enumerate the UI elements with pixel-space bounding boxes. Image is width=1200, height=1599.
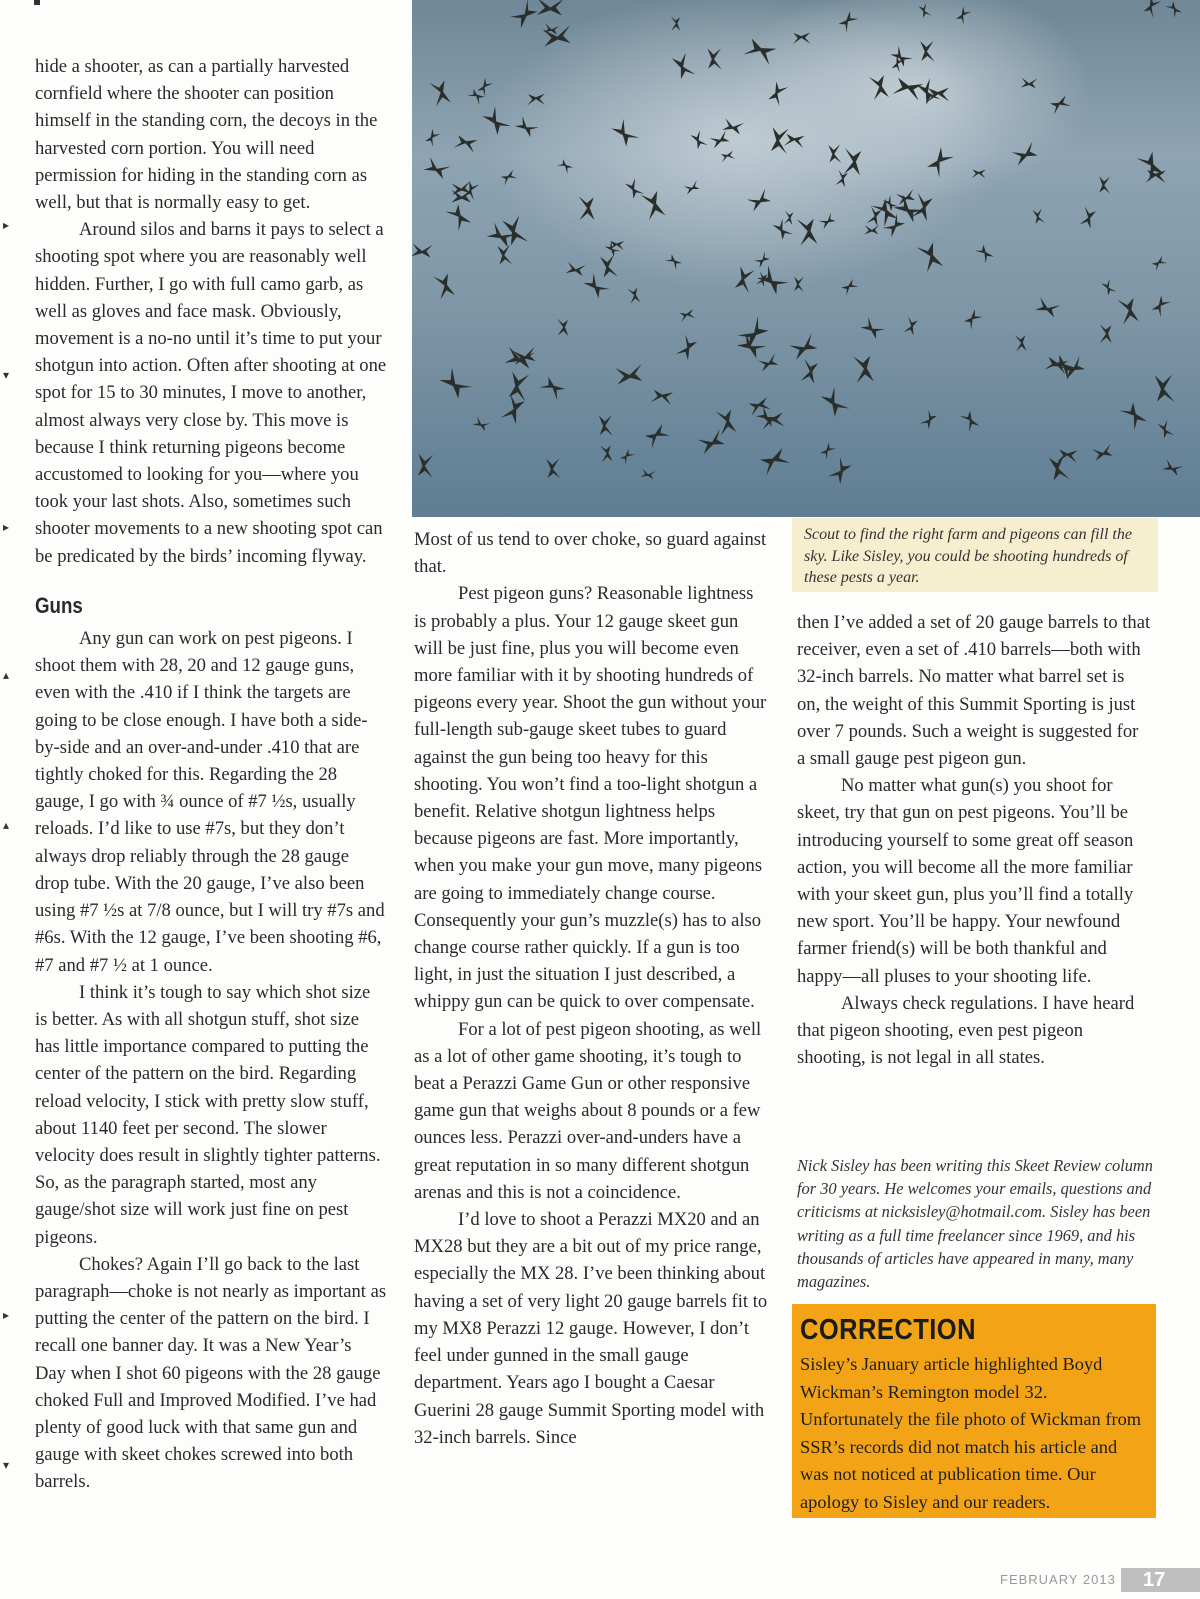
pigeon-icon: [736, 315, 770, 349]
pigeon-icon: [501, 393, 526, 424]
author-bio: Nick Sisley has been writing this Skeet Review column for 30 years. He welcomes your emails, questions and criticisms at nicksisley@hotmail.com. Sisley has been writing as a full time freelancer since 1969, and his thousands of articles have appeared in many, many magazines.: [797, 1156, 1153, 1292]
pigeon-icon: [827, 456, 852, 485]
pigeon-icon: [412, 243, 433, 257]
correction-body: Sisley’s January article highlighted Boyd Wickman’s Remington model 32. Unfortunately the file photo of Wickman from SSR’s records did not match his article and was not noticed at publication time. Our apology to Sisley and our readers.: [800, 1354, 1142, 1512]
paragraph: Any gun can work on pest pigeons. I shoot them with 28, 20 and 12 gauge guns, even with the .410 if I think the targets are going to be close enough. I have both a side-by-side and an over-and-under .410 that are tightly choked for this. Regarding the 28 gauge, I go with ¾ ounce of #7 ½s, usually reloads. I’d like to use #7s, but they don’t always drop reliably through the 28 gauge drop tube. With the 20 gauge, I’ve also been using #7 ½s at 7/8 ounce, but I will try #7s and #6s. With the 12 gauge, I’ve been shooting #6, #7 and #7 ½ at 1 ounce.: [35, 628, 385, 976]
section-heading-guns: Guns: [35, 592, 83, 618]
pigeon-icon: [438, 366, 473, 400]
pigeon-icon: [1162, 459, 1183, 476]
correction-box: [792, 1304, 1156, 1518]
pigeon-icon: [566, 262, 586, 277]
pigeon-icon: [538, 376, 566, 401]
pigeon-icon: [643, 423, 671, 450]
pigeon-icon: [1032, 208, 1046, 225]
paragraph: Pest pigeon guns? Reasonable lightness is probably a plus. Your 12 gauge skeet gun will be just fine, plus you will become even more familiar with it by shooting hundreds of pigeons every year. Shoot the gun without your full-length sub-gauge skeet tubes to guard against the gun being too heavy for this shooting. You won’t find a too-light shotgun a benefit. Relative shotgun lightness helps because pigeons are fast. More importantly, when you make your gun move, many pigeons are going to immediately change course. Consequently your gun’s muzzle(s) has to also change course rather quickly. If a gun is too light, in just the situation I just described, a whippy gun can be quick to over compensate.: [414, 583, 767, 1013]
pigeon-icon: [860, 316, 886, 340]
pigeon-icon: [1151, 295, 1172, 318]
pigeon-icon: [851, 353, 875, 385]
column-2: [414, 526, 770, 1451]
paragraph: I think it’s tough to say which shot size is better. As with all shotgun stuff, shot size has little importance compared to putting the center of the pattern on the bird. Regarding reload velocity, I stick with pretty slow stuff, about 1140 feet per second. The slower velocity does result in slightly tighter patterns. So, as the paragraph started, most any gauge/shot size will work just fine on pest pigeons.: [35, 981, 381, 1248]
paragraph: Most of us tend to over choke, so guard against that.: [414, 529, 767, 578]
pigeon-icon: [627, 286, 641, 304]
photo-caption: Scout to find the right farm and pigeons can fill the sky. Like Sisley, you could be shooting hundreds of these pests a year.: [792, 518, 1158, 592]
pigeon-icon: [920, 409, 938, 430]
pigeon-icon: [1157, 419, 1175, 440]
paragraph: I’d love to shoot a Perazzi MX20 and an MX28 but they are a bit out of my price range, especially the MX 28. I’ve been thinking about having a set of very light 20 gauge barrels fit to my MX8 Perazzi 12 gauge. However, I don’t feel under gunned in the small gauge department. Years ago I bought a Caesar Guerini 28 gauge Summit Sporting model with 32-inch barrels. Since: [414, 1209, 768, 1448]
correction-title: CORRECTION: [800, 1314, 976, 1346]
margin-arrow-icon: ▴: [3, 668, 10, 682]
pigeon-icon: [759, 411, 785, 431]
pigeon-icon: [678, 308, 696, 322]
pigeon-icon: [963, 309, 984, 331]
pigeon-icon: [840, 278, 859, 296]
paragraph: Chokes? Again I’ll go back to the last paragraph—choke is not nearly as important as putting the center of the pattern on the bird. I recall one banner day. It was a New Year’s Day when I shot 60 pigeons with the 28 gauge choked Full and Improved Modified. I’ve had plenty of good luck with that same gun and gauge with skeet chokes screwed into both barrels.: [35, 1253, 387, 1493]
pigeon-flock-photo: [412, 0, 1200, 517]
margin-arrow-icon: ▴: [3, 818, 10, 832]
issue-date: FEBRUARY 2013: [1000, 1572, 1116, 1587]
pigeon-icon: [1079, 206, 1097, 229]
margin-arrow-icon: ▾: [3, 368, 10, 382]
pigeon-icon: [903, 316, 918, 335]
pigeon-icon: [556, 318, 569, 337]
pigeon-icon: [598, 414, 614, 437]
crop-mark: [34, 0, 40, 5]
paragraph: Around silos and barns it pays to select a shooting spot where you are reasonably well hidden. Further, I go with full camo garb, as well as gloves and face mask. Obviously, movement is a no-no until it’s time to put your shotgun into action. Often after shooting at one spot for 15 to 30 minutes, I move to another, almost always very close by. This move is because I think returning pigeons become accustomed to looking for you—where you took your last shots. Also, sometimes such shooter movements to a new shooting spot can be predicated by the birds’ incoming flyway.: [35, 219, 387, 567]
pigeon-icon: [1014, 334, 1027, 353]
pigeon-icon: [432, 271, 456, 300]
pigeon-icon: [545, 457, 561, 480]
pigeon-icon: [1145, 169, 1166, 183]
paragraph: hide a shooter, as can a partially harvested cornfield where the shooter can position himself in the standing corn, the decoys in the harvested corn portion. You will need permission for hiding in the standing corn as well, but that is normally easy to get.: [35, 56, 378, 214]
paragraph: Always check regulations. I have heard that pigeon shooting, even pest pigeon shooting, is not legal in all states.: [797, 992, 1135, 1069]
pigeon-icon: [758, 446, 792, 476]
pigeon-icon: [747, 396, 772, 417]
flock-of-pigeons-icon: [412, 0, 1200, 517]
pigeon-icon: [599, 444, 613, 464]
pigeon-icon: [675, 334, 698, 361]
paragraph: No matter what gun(s) you shoot for skeet, try that gun on pest pigeons. You’ll be introducing yourself to some great off season action, you will become all the more familiar with your skeet gun, plus you’ll find a totally new sport. You’ll be happy. Your newfound farmer friend(s) will be both thankful and happy—all pluses to your shooting life.: [797, 775, 1134, 987]
pigeon-icon: [1101, 278, 1118, 296]
margin-arrow-icon: ▸: [3, 1308, 10, 1322]
pigeon-icon: [453, 135, 477, 153]
pigeon-icon: [472, 416, 490, 431]
pigeon-icon: [1048, 353, 1078, 380]
column-1: [35, 53, 387, 1496]
pigeon-icon: [1098, 323, 1112, 344]
pigeon-icon: [444, 202, 472, 231]
pigeon-icon: [714, 407, 737, 436]
pigeon-icon: [1143, 0, 1162, 18]
pigeon-icon: [651, 389, 674, 405]
paragraph: then I’ve added a set of 20 gauge barrels to that receiver, even a set of .410 barrels—both with 32-inch barrels. No matter what barrel set is on, the weight of this Summit Sporting is just over 7 pounds. Such a weight is suggested for a small gauge pest pigeon gun.: [797, 612, 1151, 770]
pigeon-icon: [1098, 176, 1111, 195]
pigeon-icon: [477, 78, 494, 97]
pigeon-icon: [423, 157, 451, 180]
pigeon-icon: [974, 243, 994, 264]
paragraph: For a lot of pest pigeon shooting, as well as a lot of other game shooting, it’s tough to beat a Perazzi Game Gun or other responsive game gun that weighs about 8 pounds or a few ounces less. Perazzi over-and-unders have a great reputation in so many different shotgun arenas and this is not a coincidence.: [414, 1018, 762, 1203]
pigeon-icon: [1118, 401, 1148, 432]
pigeon-icon: [496, 244, 513, 267]
pigeon-icon: [428, 78, 452, 107]
pigeon-icon: [959, 409, 981, 432]
pigeon-icon: [467, 88, 486, 105]
page-number: 17: [1121, 1568, 1200, 1592]
pigeon-icon: [1153, 373, 1176, 404]
pigeon-icon: [1091, 443, 1114, 462]
pigeon-icon: [1150, 255, 1167, 272]
pigeon-icon: [614, 363, 645, 386]
pigeon-icon: [1116, 295, 1140, 325]
pigeon-icon: [800, 359, 818, 384]
pigeon-icon: [1035, 297, 1061, 318]
pigeon-icon: [1165, 0, 1183, 18]
pigeon-icon: [1047, 453, 1070, 483]
pigeon-icon: [582, 272, 610, 299]
pigeon-icon: [757, 353, 780, 373]
pigeon-icon: [536, 0, 564, 16]
column-3: [797, 609, 1151, 1071]
pigeon-icon: [424, 128, 441, 147]
pigeon-icon: [543, 23, 560, 35]
pigeon-icon: [788, 332, 820, 361]
pigeon-icon: [509, 0, 539, 29]
pigeon-icon: [819, 442, 836, 460]
pigeon-icon: [417, 454, 433, 478]
margin-arrow-icon: ▸: [3, 520, 10, 534]
margin-arrow-icon: ▸: [3, 218, 10, 232]
pigeon-icon: [619, 448, 635, 465]
pigeon-icon: [640, 468, 655, 479]
margin-arrow-icon: ▾: [3, 1458, 10, 1472]
pigeon-icon: [820, 386, 851, 419]
page-footer: [1000, 1568, 1200, 1592]
